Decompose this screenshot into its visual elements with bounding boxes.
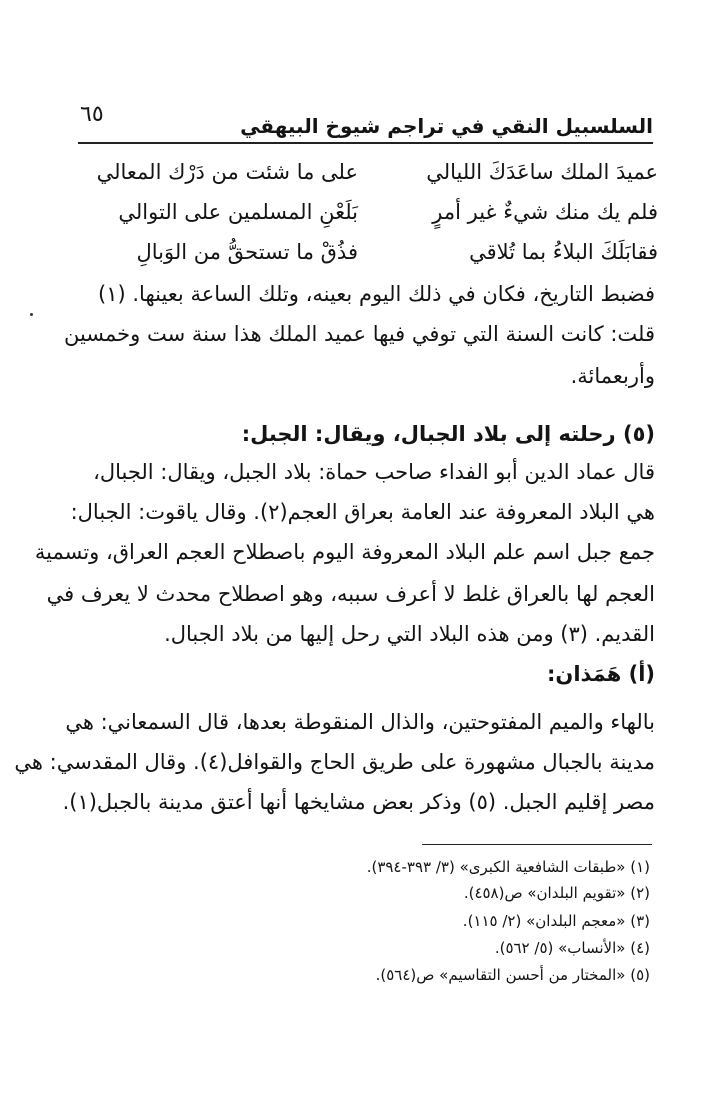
page-number: ٦٥	[80, 102, 104, 127]
verse-first-hemistich: فقابَلَكَ البلاءُ بما تُلاقي	[469, 240, 658, 264]
body-line: القديم. (٣) ومن هذه البلاد التي رحل إليها من بلاد الجبال.	[164, 622, 655, 646]
footnote: (٥) «المختار من أحسن التقاسيم» ص(٥٦٤).	[375, 966, 650, 984]
verse-second-hemistich: بَلَعْنِ المسلمين على التوالي	[118, 200, 358, 224]
footnote-separator	[422, 844, 652, 845]
body-line: فضبط التاريخ، فكان في ذلك اليوم بعينه، وتلك الساعة بعينها. (١)	[98, 282, 655, 306]
footnote: (٣) «معجم البلدان» (٢/ ١١٥).	[462, 912, 650, 930]
footnote: (٤) «الأنساب» (٥/ ٥٦٢).	[494, 939, 650, 957]
body-line: العجم لها بالعراق غلط لا أعرف سببه، وهو اصطلاح محدث لا يعرف في	[46, 582, 655, 606]
poem-verse	[96, 160, 658, 196]
section-heading: (٥) رحلته إلى بلاد الجبال، ويقال: الجبل:	[241, 422, 655, 446]
body-line: وأربعمائة.	[570, 364, 655, 388]
body-line: مدينة بالجبال مشهورة على طريق الحاج والقوافل(٤). وقال المقدسي: هي	[14, 750, 655, 774]
body-line: بالهاء والميم المفتوحتين، والذال المنقوطة بعدها، قال السمعاني: هي	[65, 710, 655, 734]
body-line: هي البلاد المعروفة عند العامة بعراق العجم(٢). وقال ياقوت: الجبال:	[70, 500, 655, 524]
running-title: السلسبيل النقي في تراجم شيوخ البيهقي	[240, 114, 653, 138]
ink-speck	[30, 313, 33, 316]
verse-first-hemistich: فلم يك منك شيءٌ غير أمرٍ	[432, 200, 658, 224]
poem-verse	[110, 240, 658, 276]
subsection-heading: (أ) هَمَذان:	[547, 662, 655, 686]
verse-second-hemistich: على ما شئت من دَرْك المعالي	[96, 160, 358, 184]
poem-verse	[110, 200, 658, 236]
body-line: قال عماد الدين أبو الفداء صاحب حماة: بلاد الجبل، ويقال: الجبال،	[93, 460, 655, 484]
body-line: مصر إقليم الجبل. (٥) وذكر بعض مشايخها أنها أعتق مدينة بالجبل(١).	[62, 790, 655, 814]
footnote: (١) «طبقات الشافعية الكبرى» (٣/ ٣٩٣-٣٩٤).	[366, 858, 650, 876]
verse-second-hemistich: فذُقْ ما تستحقُّ من الوَبالِ	[136, 240, 358, 264]
body-line: جمع جبل اسم علم البلاد المعروفة اليوم باصطلاح العجم العراق، وتسمية	[34, 540, 655, 564]
footnote: (٢) «تقويم البلدان» ص(٤٥٨).	[463, 884, 650, 902]
body-line: قلت: كانت السنة التي توفي فيها عميد الملك هذا سنة ست وخمسين	[63, 322, 655, 346]
verse-first-hemistich: عميدَ الملك ساعَدَكَ الليالي	[426, 160, 658, 184]
page-header	[78, 100, 653, 144]
